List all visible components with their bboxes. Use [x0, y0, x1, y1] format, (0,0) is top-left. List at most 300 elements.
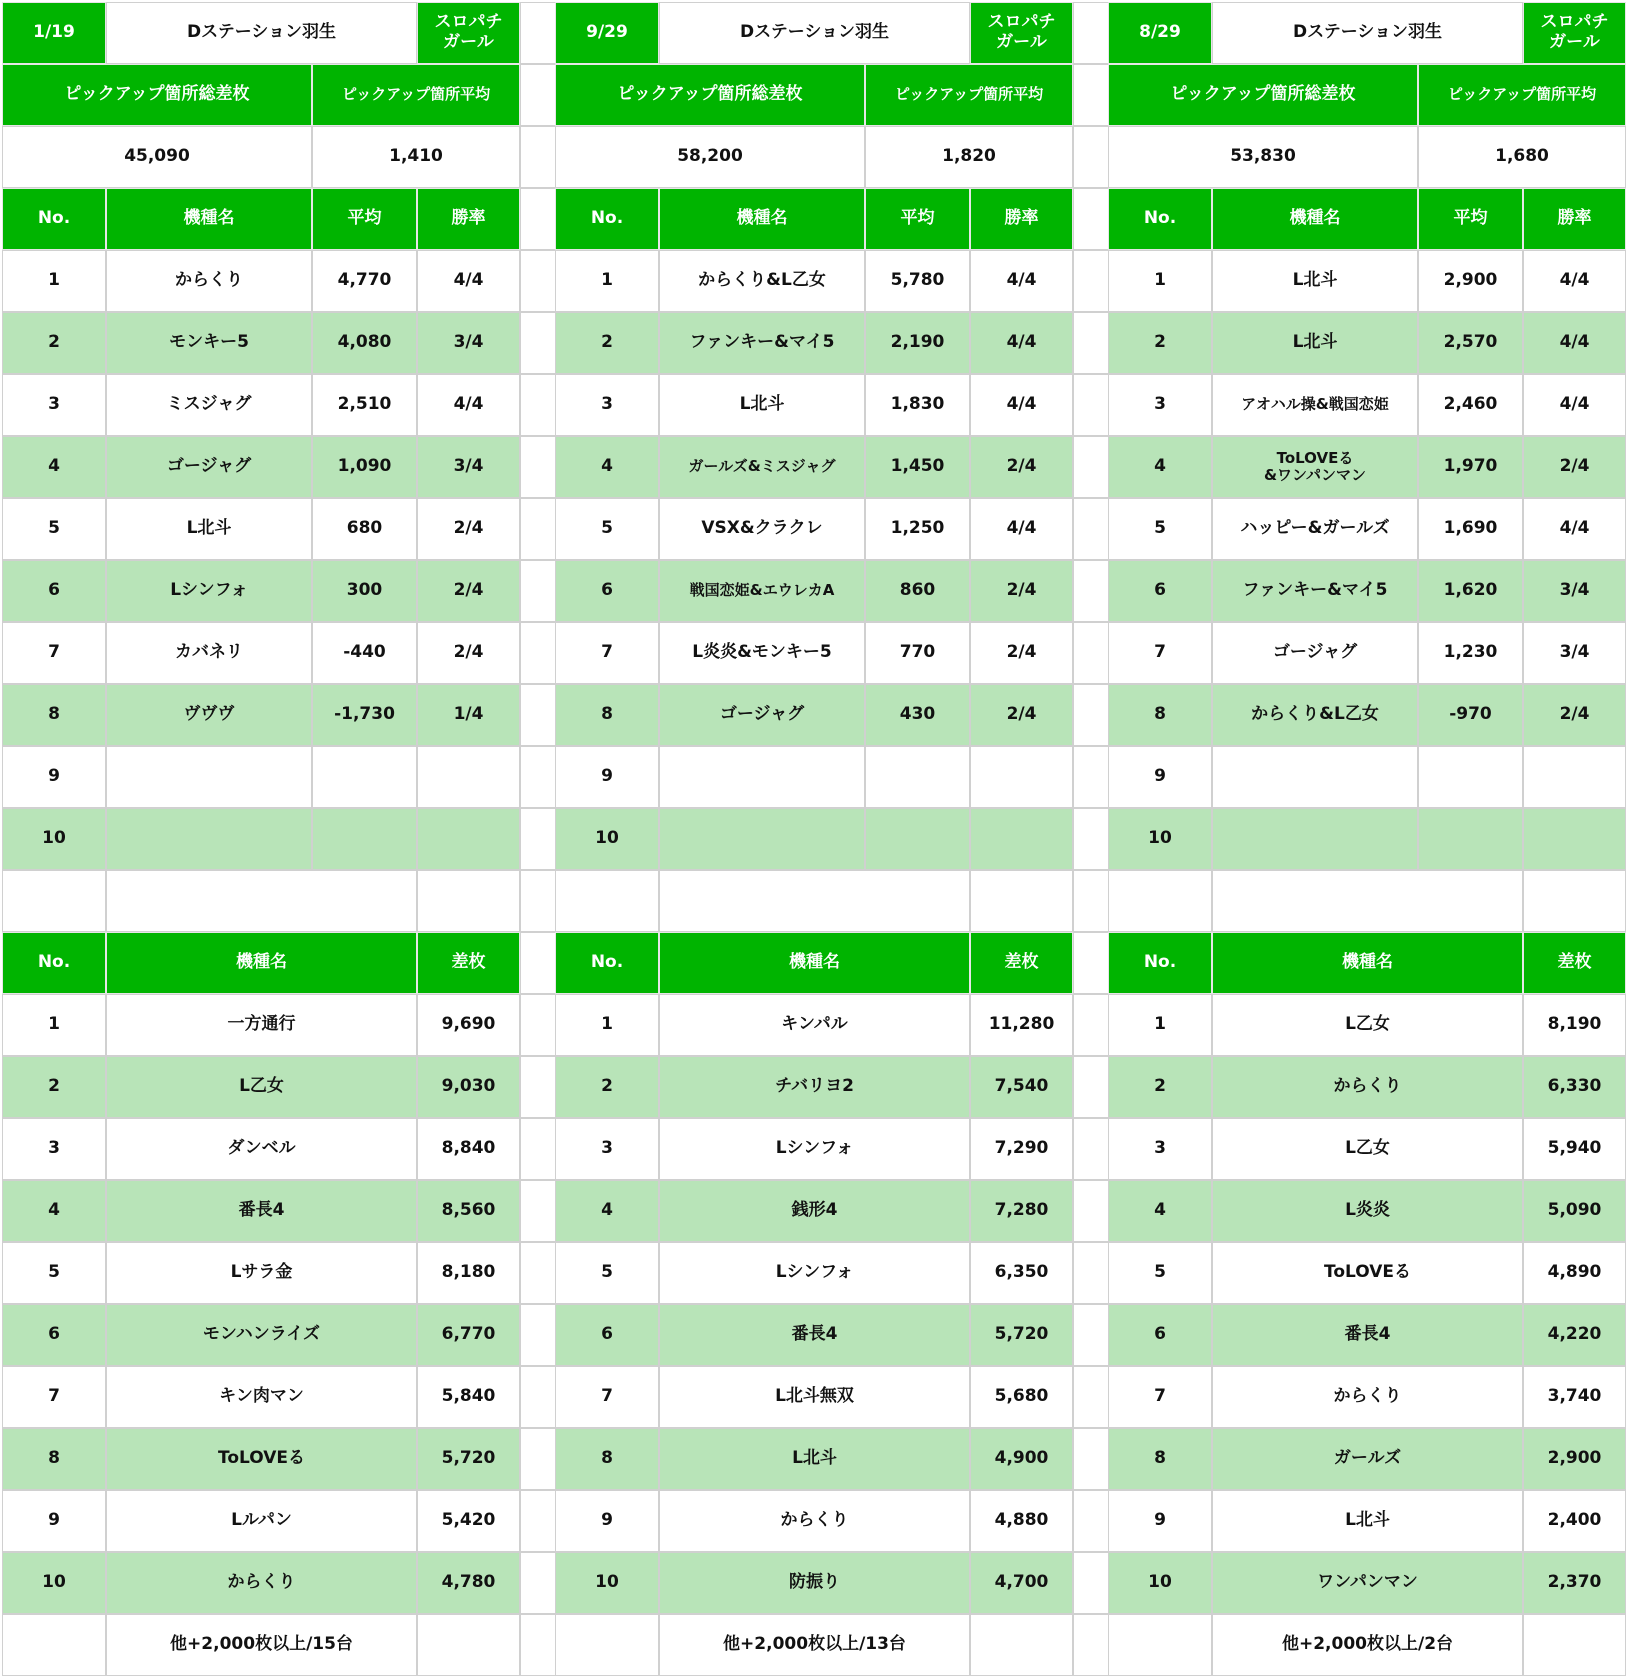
gap-cell [520, 1056, 556, 1118]
model-name: Lシンフォ [106, 560, 312, 622]
diff-value: 4,220 [1523, 1304, 1626, 1366]
row-no: 4 [555, 1180, 659, 1242]
col-winrate-header: 勝率 [970, 188, 1073, 250]
gap-cell [1073, 808, 1109, 870]
row-no: 4 [1108, 1180, 1212, 1242]
row-no: 6 [555, 1304, 659, 1366]
row-no: 7 [2, 622, 106, 684]
row-no: 6 [555, 560, 659, 622]
diff-value: 3,740 [1523, 1366, 1626, 1428]
row-no: 7 [555, 622, 659, 684]
avg-value: 1,690 [1418, 498, 1523, 560]
diff-value: 2,900 [1523, 1428, 1626, 1490]
gap-cell [1073, 684, 1109, 746]
row-no: 10 [1108, 808, 1212, 870]
win-rate: 2/4 [1523, 684, 1626, 746]
row-no: 8 [1108, 1428, 1212, 1490]
avg-value: 5,780 [865, 250, 970, 312]
col-winrate-header: 勝率 [1523, 188, 1626, 250]
footer-blank [970, 1614, 1073, 1676]
win-rate: 4/4 [970, 498, 1073, 560]
store-name: Dステーション羽生 [1212, 2, 1523, 64]
model-name: L北斗 [1212, 250, 1418, 312]
avg-value: 860 [865, 560, 970, 622]
gap-cell [1073, 1490, 1109, 1552]
gap-cell [1073, 1614, 1109, 1676]
footer-note: 他+2,000枚以上/13台 [659, 1614, 970, 1676]
gap-cell [520, 1118, 556, 1180]
model-name: からくり [106, 250, 312, 312]
avg-value: 2,510 [312, 374, 417, 436]
model-name: ヴヴヴ [106, 684, 312, 746]
gap-cell [1073, 1304, 1109, 1366]
model-name: L北斗 [106, 498, 312, 560]
model-name [1212, 746, 1418, 808]
row-no: 1 [555, 994, 659, 1056]
model-name [659, 746, 865, 808]
footer-note: 他+2,000枚以上/2台 [1212, 1614, 1523, 1676]
model-name: L北斗 [659, 1428, 970, 1490]
avg-value [312, 808, 417, 870]
model-name: からくり [1212, 1056, 1523, 1118]
model-name: Lルパン [106, 1490, 417, 1552]
win-rate [1523, 746, 1626, 808]
win-rate: 2/4 [970, 560, 1073, 622]
model-name: L乙女 [1212, 1118, 1523, 1180]
col-model-header: 機種名 [1212, 188, 1418, 250]
date-label: 9/29 [555, 2, 659, 64]
row-no: 6 [2, 560, 106, 622]
gap-cell [520, 808, 556, 870]
row-no: 4 [2, 436, 106, 498]
row-no: 10 [1108, 1552, 1212, 1614]
avg-value: 1,230 [1418, 622, 1523, 684]
diff-value: 2,370 [1523, 1552, 1626, 1614]
avg-value: -440 [312, 622, 417, 684]
diff-value: 8,840 [417, 1118, 520, 1180]
spacer-cell [1523, 870, 1626, 932]
row-no: 5 [1108, 498, 1212, 560]
col-no-header: No. [1108, 932, 1212, 994]
model-name: ゴージャグ [659, 684, 865, 746]
gap-cell [520, 2, 556, 64]
row-no: 5 [555, 498, 659, 560]
gap-cell [1073, 932, 1109, 994]
row-no: 9 [555, 1490, 659, 1552]
gap-cell [520, 126, 556, 188]
col-no-header: No. [1108, 188, 1212, 250]
model-name: 戦国恋姫&エウレカA [659, 560, 865, 622]
win-rate [417, 746, 520, 808]
model-name [659, 808, 865, 870]
avg-value [312, 746, 417, 808]
row-no: 9 [1108, 1490, 1212, 1552]
row-no: 2 [2, 312, 106, 374]
model-name: ToLOVEる [106, 1428, 417, 1490]
diff-value: 6,330 [1523, 1056, 1626, 1118]
gap-cell [1073, 870, 1109, 932]
model-name: カバネリ [106, 622, 312, 684]
gap-cell [520, 498, 556, 560]
col-winrate-header: 勝率 [417, 188, 520, 250]
pickup-avg-value: 1,680 [1418, 126, 1626, 188]
row-no: 6 [1108, 560, 1212, 622]
diff-value: 5,940 [1523, 1118, 1626, 1180]
gap-cell [1073, 1366, 1109, 1428]
model-name: L北斗 [1212, 312, 1418, 374]
gap-cell [1073, 560, 1109, 622]
col-no-header: No. [2, 188, 106, 250]
avg-value: 1,830 [865, 374, 970, 436]
col-avg-header: 平均 [865, 188, 970, 250]
model-name: アオハル操&戦国恋姫 [1212, 374, 1418, 436]
model-name: ミスジャグ [106, 374, 312, 436]
footer-blank [1108, 1614, 1212, 1676]
win-rate: 2/4 [417, 560, 520, 622]
avg-value: 300 [312, 560, 417, 622]
row-no: 3 [2, 374, 106, 436]
footer-blank [417, 1614, 520, 1676]
col-model-header: 機種名 [659, 932, 970, 994]
win-rate [970, 746, 1073, 808]
gap-cell [1073, 1428, 1109, 1490]
gap-cell [1073, 1552, 1109, 1614]
win-rate: 2/4 [1523, 436, 1626, 498]
pickup-avg-value: 1,820 [865, 126, 1073, 188]
model-name: キンパル [659, 994, 970, 1056]
diff-value: 5,090 [1523, 1180, 1626, 1242]
diff-value: 5,420 [417, 1490, 520, 1552]
gap-cell [520, 1242, 556, 1304]
win-rate: 3/4 [1523, 560, 1626, 622]
gap-cell [520, 1366, 556, 1428]
win-rate: 4/4 [417, 250, 520, 312]
row-no: 2 [555, 312, 659, 374]
avg-value: -970 [1418, 684, 1523, 746]
pickup-avg-label: ピックアップ箇所平均 [865, 64, 1073, 126]
avg-value: 2,900 [1418, 250, 1523, 312]
diff-value: 11,280 [970, 994, 1073, 1056]
row-no: 1 [2, 994, 106, 1056]
win-rate: 4/4 [1523, 374, 1626, 436]
pickup-avg-label: ピックアップ箇所平均 [1418, 64, 1626, 126]
model-name: からくり [106, 1552, 417, 1614]
diff-value: 4,880 [970, 1490, 1073, 1552]
avg-value: 1,250 [865, 498, 970, 560]
spacer-cell [2, 870, 106, 932]
gap-cell [520, 684, 556, 746]
avg-value: 4,770 [312, 250, 417, 312]
row-no: 3 [555, 1118, 659, 1180]
spacer-cell [970, 870, 1073, 932]
win-rate [970, 808, 1073, 870]
gap-cell [1073, 1118, 1109, 1180]
gap-cell [1073, 746, 1109, 808]
diff-value: 5,720 [417, 1428, 520, 1490]
model-name: ガールズ&ミスジャグ [659, 436, 865, 498]
pickup-total-value: 58,200 [555, 126, 865, 188]
win-rate: 3/4 [1523, 622, 1626, 684]
diff-value: 8,560 [417, 1180, 520, 1242]
row-no: 4 [2, 1180, 106, 1242]
model-name [106, 746, 312, 808]
row-no: 2 [1108, 1056, 1212, 1118]
row-no: 1 [1108, 250, 1212, 312]
win-rate: 4/4 [970, 374, 1073, 436]
col-model-header: 機種名 [659, 188, 865, 250]
diff-value: 5,720 [970, 1304, 1073, 1366]
row-no: 1 [1108, 994, 1212, 1056]
gap-cell [1073, 1180, 1109, 1242]
model-name: ワンパンマン [1212, 1552, 1523, 1614]
gap-cell [1073, 250, 1109, 312]
gap-cell [1073, 436, 1109, 498]
win-rate: 2/4 [970, 622, 1073, 684]
avg-value: 4,080 [312, 312, 417, 374]
model-name: チバリヨ2 [659, 1056, 970, 1118]
row-no: 2 [1108, 312, 1212, 374]
footer-blank [2, 1614, 106, 1676]
model-name: 防振り [659, 1552, 970, 1614]
model-name: L炎炎 [1212, 1180, 1523, 1242]
diff-value: 7,290 [970, 1118, 1073, 1180]
spacer-cell [659, 870, 970, 932]
model-name: L北斗無双 [659, 1366, 970, 1428]
gap-cell [520, 436, 556, 498]
gap-cell [520, 560, 556, 622]
source-label: スロパチ ガール [1523, 2, 1626, 64]
date-label: 1/19 [2, 2, 106, 64]
date-panel [1108, 0, 1627, 1675]
model-name: ファンキー&マイ5 [1212, 560, 1418, 622]
model-name: L北斗 [1212, 1490, 1523, 1552]
diff-value: 4,900 [970, 1428, 1073, 1490]
spacer-cell [106, 870, 417, 932]
gap-cell [1073, 1056, 1109, 1118]
row-no: 7 [1108, 1366, 1212, 1428]
store-name: Dステーション羽生 [659, 2, 970, 64]
win-rate: 4/4 [417, 374, 520, 436]
model-name: ToLOVEる &ワンパンマン [1212, 436, 1418, 498]
gap-cell [520, 1490, 556, 1552]
avg-value: 1,970 [1418, 436, 1523, 498]
row-no: 4 [555, 436, 659, 498]
avg-value [865, 808, 970, 870]
col-avg-header: 平均 [312, 188, 417, 250]
gap-cell [520, 312, 556, 374]
model-name: からくり&L乙女 [1212, 684, 1418, 746]
diff-value: 5,680 [970, 1366, 1073, 1428]
gap-cell [1073, 374, 1109, 436]
avg-value: 1,620 [1418, 560, 1523, 622]
win-rate: 4/4 [970, 312, 1073, 374]
diff-value: 4,780 [417, 1552, 520, 1614]
win-rate: 3/4 [417, 436, 520, 498]
gap-cell [520, 1552, 556, 1614]
win-rate: 4/4 [1523, 498, 1626, 560]
row-no: 6 [2, 1304, 106, 1366]
gap-cell [520, 1304, 556, 1366]
model-name: ゴージャグ [1212, 622, 1418, 684]
model-name: からくり [659, 1490, 970, 1552]
row-no: 10 [2, 1552, 106, 1614]
row-no: 10 [2, 808, 106, 870]
row-no: 10 [555, 1552, 659, 1614]
diff-value: 9,690 [417, 994, 520, 1056]
row-no: 10 [555, 808, 659, 870]
footer-blank [1523, 1614, 1626, 1676]
row-no: 3 [1108, 1118, 1212, 1180]
panel-gap [520, 0, 556, 1675]
col-no-header: No. [555, 188, 659, 250]
diff-value: 6,350 [970, 1242, 1073, 1304]
gap-cell [520, 188, 556, 250]
model-name: 銭形4 [659, 1180, 970, 1242]
spacer-cell [1212, 870, 1523, 932]
row-no: 5 [2, 1242, 106, 1304]
gap-cell [520, 64, 556, 126]
pickup-total-label: ピックアップ箇所総差枚 [555, 64, 865, 126]
diff-value: 8,190 [1523, 994, 1626, 1056]
col-no-header: No. [555, 932, 659, 994]
avg-value: 2,190 [865, 312, 970, 374]
source-label: スロパチ ガール [417, 2, 520, 64]
model-name: Lシンフォ [659, 1118, 970, 1180]
row-no: 8 [555, 684, 659, 746]
gap-cell [520, 250, 556, 312]
avg-value: 430 [865, 684, 970, 746]
row-no: 8 [1108, 684, 1212, 746]
model-name: 番長4 [659, 1304, 970, 1366]
gap-cell [520, 1614, 556, 1676]
avg-value: 770 [865, 622, 970, 684]
row-no: 9 [2, 746, 106, 808]
win-rate: 4/4 [1523, 312, 1626, 374]
pickup-total-value: 53,830 [1108, 126, 1418, 188]
model-name: Lサラ金 [106, 1242, 417, 1304]
row-no: 2 [555, 1056, 659, 1118]
gap-cell [520, 994, 556, 1056]
model-name [106, 808, 312, 870]
spacer-cell [417, 870, 520, 932]
diff-value: 6,770 [417, 1304, 520, 1366]
model-name: ゴージャグ [106, 436, 312, 498]
gap-cell [1073, 622, 1109, 684]
row-no: 9 [1108, 746, 1212, 808]
avg-value: -1,730 [312, 684, 417, 746]
win-rate: 4/4 [970, 250, 1073, 312]
footer-note: 他+2,000枚以上/15台 [106, 1614, 417, 1676]
date-panel [555, 0, 1075, 1675]
win-rate: 2/4 [417, 622, 520, 684]
gap-cell [1073, 188, 1109, 250]
source-label: スロパチ ガール [970, 2, 1073, 64]
model-name: L乙女 [1212, 994, 1523, 1056]
date-panel [2, 0, 522, 1675]
col-diff-header: 差枚 [970, 932, 1073, 994]
win-rate [1523, 808, 1626, 870]
pickup-total-label: ピックアップ箇所総差枚 [2, 64, 312, 126]
model-name: Lシンフォ [659, 1242, 970, 1304]
diff-value: 2,400 [1523, 1490, 1626, 1552]
spacer-cell [555, 870, 659, 932]
diff-value: 7,280 [970, 1180, 1073, 1242]
col-model-header: 機種名 [106, 188, 312, 250]
model-name: モンキー5 [106, 312, 312, 374]
pickup-total-label: ピックアップ箇所総差枚 [1108, 64, 1418, 126]
diff-value: 5,840 [417, 1366, 520, 1428]
pickup-avg-value: 1,410 [312, 126, 520, 188]
avg-value: 2,570 [1418, 312, 1523, 374]
diff-value: 8,180 [417, 1242, 520, 1304]
model-name: ダンベル [106, 1118, 417, 1180]
diff-value: 9,030 [417, 1056, 520, 1118]
gap-cell [520, 870, 556, 932]
gap-cell [520, 374, 556, 436]
gap-cell [1073, 312, 1109, 374]
avg-value: 1,450 [865, 436, 970, 498]
gap-cell [520, 622, 556, 684]
gap-cell [1073, 64, 1109, 126]
model-name: ファンキー&マイ5 [659, 312, 865, 374]
avg-value [1418, 808, 1523, 870]
footer-blank [555, 1614, 659, 1676]
row-no: 2 [2, 1056, 106, 1118]
model-name: VSX&クラクレ [659, 498, 865, 560]
col-model-header: 機種名 [106, 932, 417, 994]
col-model-header: 機種名 [1212, 932, 1523, 994]
win-rate: 2/4 [417, 498, 520, 560]
gap-cell [1073, 498, 1109, 560]
model-name: 番長4 [106, 1180, 417, 1242]
gap-cell [1073, 2, 1109, 64]
model-name [1212, 808, 1418, 870]
row-no: 3 [2, 1118, 106, 1180]
row-no: 4 [1108, 436, 1212, 498]
model-name: からくり&L乙女 [659, 250, 865, 312]
avg-value [865, 746, 970, 808]
gap-cell [520, 1180, 556, 1242]
row-no: 5 [1108, 1242, 1212, 1304]
row-no: 3 [555, 374, 659, 436]
row-no: 3 [1108, 374, 1212, 436]
model-name: ハッピー&ガールズ [1212, 498, 1418, 560]
gap-cell [520, 1428, 556, 1490]
row-no: 8 [555, 1428, 659, 1490]
diff-value: 4,700 [970, 1552, 1073, 1614]
row-no: 6 [1108, 1304, 1212, 1366]
model-name: 一方通行 [106, 994, 417, 1056]
avg-value: 680 [312, 498, 417, 560]
row-no: 8 [2, 1428, 106, 1490]
win-rate: 2/4 [970, 436, 1073, 498]
row-no: 1 [2, 250, 106, 312]
row-no: 5 [2, 498, 106, 560]
win-rate [417, 808, 520, 870]
row-no: 5 [555, 1242, 659, 1304]
store-name: Dステーション羽生 [106, 2, 417, 64]
win-rate: 3/4 [417, 312, 520, 374]
col-diff-header: 差枚 [1523, 932, 1626, 994]
avg-value: 2,460 [1418, 374, 1523, 436]
date-label: 8/29 [1108, 2, 1212, 64]
model-name: モンハンライズ [106, 1304, 417, 1366]
spacer-cell [1108, 870, 1212, 932]
model-name: L北斗 [659, 374, 865, 436]
gap-cell [520, 746, 556, 808]
row-no: 8 [2, 684, 106, 746]
row-no: 7 [2, 1366, 106, 1428]
